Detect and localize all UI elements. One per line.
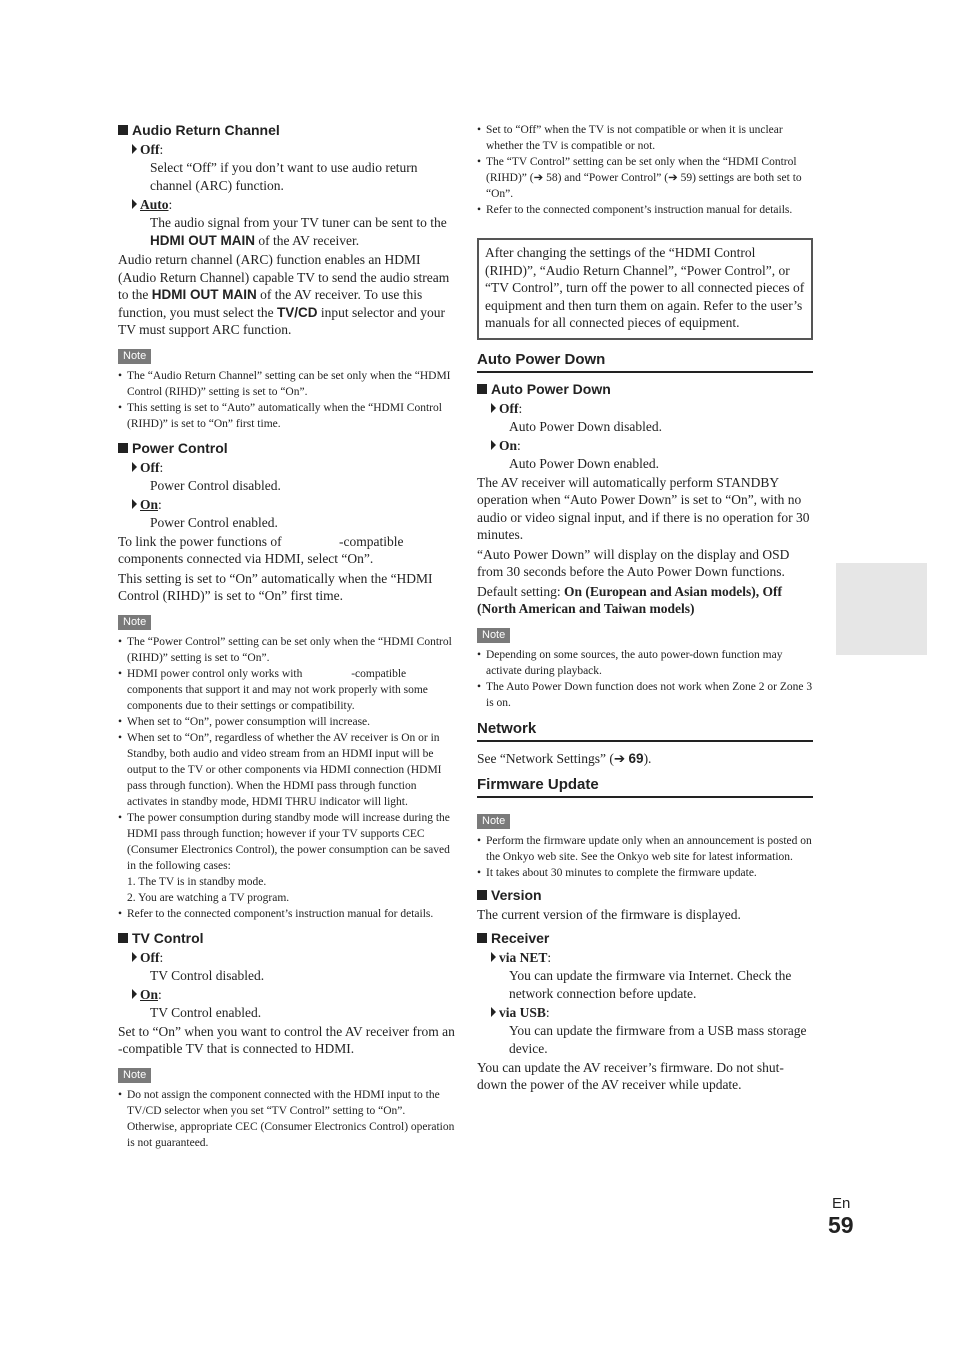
case-item: 1. The TV is in standby mode. <box>127 875 267 888</box>
tv-on-desc: TV Control enabled. <box>150 1004 262 1020</box>
tv-body: Set to “On” when you want to control the AV receiver from an -compatible TV that is connected to HDMI. <box>118 1023 513 1056</box>
note-badge: Note <box>477 814 510 829</box>
page-number: 59 <box>828 1212 854 1238</box>
power-heading: Power Control <box>118 440 456 457</box>
arc-body: Audio return channel (ARC) function enables an HDMI (Audio Return Channel) capable TV to send the audio stream to the HDMI OUT MAIN of the AV receiver. To use this function, you must select the TV/CD input selector and your TV must support ARC function. <box>118 252 450 337</box>
tv-off-desc: TV Control disabled. <box>150 967 265 983</box>
receiver-heading: Receiver <box>477 930 813 947</box>
via-net-desc: You can update the firmware via Internet. Check the network connection before update. <box>509 967 792 1001</box>
note-item: • Depending on some sources, the auto power-down function may activate during playback. <box>477 647 813 679</box>
note-item: • The “Power Control” setting can be set only when the “HDMI Control (RIHD)” setting is set to “On”. <box>118 634 456 666</box>
note-item: • Set to “Off” when the TV is not compatible or when it is unclear whether the TV is compatible or not. <box>477 122 813 154</box>
arc-notes <box>118 368 456 432</box>
apd-subheading: Auto Power Down <box>477 381 813 398</box>
page-ref-link[interactable]: 69 <box>628 750 644 766</box>
note-item: • The “TV Control” setting can be set only when the “HDMI Control (RIHD)” (➔ 58) and “Power Control” (➔ 59) settings are both set to “On”. <box>477 154 813 202</box>
apd-default-setting: Default setting: On (European and Asian models), Off (North American and Taiwan models) <box>477 583 783 616</box>
square-bullet-icon <box>118 443 128 453</box>
note-badge: Note <box>118 349 151 364</box>
firmware-notes <box>477 833 813 881</box>
power-body-2: This setting is set to “On” automatically when the “HDMI Control (RIHD)” is set to “On” first time. <box>118 570 433 603</box>
note-item: • Refer to the connected component’s instruction manual for details. <box>477 202 813 218</box>
arc-auto-option: Auto: <box>132 196 456 214</box>
settings-caution-box: After changing the settings of the “HDMI Control (RIHD)”, “Audio Return Channel”, “Power Control”, or “TV Control”, turn off the power to all connected pieces of equipment and then turn them on again. Refer to the user’s manuals for all connected pieces of equipment. <box>477 238 813 340</box>
right-column <box>477 122 813 1096</box>
triangle-bullet-icon <box>491 440 496 450</box>
triangle-bullet-icon <box>132 199 137 209</box>
tv-on-option: On: <box>132 986 456 1004</box>
arc-auto-desc: The audio signal from your TV tuner can be sent to the HDMI OUT MAIN of the AV receiver. <box>150 215 447 248</box>
note-badge: Note <box>118 615 151 630</box>
note-item: • Refer to the connected component’s instruction manual for details. <box>118 906 456 922</box>
power-notes-last <box>118 906 456 922</box>
triangle-bullet-icon <box>132 989 137 999</box>
apd-off-option: Off: <box>491 400 813 418</box>
note-item: • This setting is set to “Auto” automatically when the “HDMI Control (RIHD)” is set to “On” first time. <box>118 400 456 432</box>
note-badge: Note <box>118 1068 151 1083</box>
apd-body-1: The AV receiver will automatically perform STANDBY operation when “Auto Power Down” is set to “On”, with no audio or video signal input, and if there is no operation for 30 minutes. <box>477 474 810 542</box>
tv-notes <box>118 1087 456 1151</box>
square-bullet-icon <box>477 933 487 943</box>
power-off-desc: Power Control disabled. <box>150 477 281 493</box>
arc-off-option: Off: <box>132 141 456 159</box>
square-bullet-icon <box>477 890 487 900</box>
note-item: • The Auto Power Down function does not work when Zone 2 or Zone 3 is on. <box>477 679 813 711</box>
note-item: • It takes about 30 minutes to complete the firmware update. <box>477 865 813 881</box>
power-on-desc: Power Control enabled. <box>150 514 278 530</box>
via-usb-option: via USB: <box>491 1004 813 1022</box>
triangle-bullet-icon <box>491 403 496 413</box>
apd-on-option: On: <box>491 437 813 455</box>
square-bullet-icon <box>118 125 128 135</box>
network-body: See “Network Settings” (➔ 69). <box>477 750 652 766</box>
section-heading-firmware-update: Firmware Update <box>477 775 813 798</box>
firmware-body: You can update the AV receiver’s firmware. Do not shut-down the power of the AV receiver while update. <box>477 1059 784 1092</box>
note-item: • When set to “On”, power consumption will increase. <box>118 714 456 730</box>
section-heading-network: Network <box>477 719 813 742</box>
via-usb-desc: You can update the firmware from a USB mass storage device. <box>509 1022 807 1056</box>
power-body-1: To link the power functions of -compatible components connected via HDMI, select “On”. <box>118 533 407 566</box>
version-body: The current version of the firmware is displayed. <box>477 907 741 922</box>
note-item: • The power consumption during standby mode will increase during the HDMI pass through function; however if your TV supports CEC (Consumer Electronics Control), the power consumption can be saved in the following cases: <box>118 810 456 874</box>
triangle-bullet-icon <box>132 499 137 509</box>
tv-off-option: Off: <box>132 949 456 967</box>
arc-off-desc: Select “Off” if you don’t want to use audio return channel (ARC) function. <box>150 160 418 193</box>
power-off-option: Off: <box>132 459 456 477</box>
apd-on-desc: Auto Power Down enabled. <box>509 455 659 471</box>
power-notes <box>118 634 456 874</box>
note-item: • Do not assign the component connected with the HDMI input to the TV/CD selector when you set “TV Control” setting to “On”. Otherwise, appropriate CEC (Consumer Electronics Control) operation is not guaranteed. <box>118 1087 456 1151</box>
triangle-bullet-icon <box>132 462 137 472</box>
note-item: • The “Audio Return Channel” setting can be set only when the “HDMI Control (RIHD)” setting is set to “On”. <box>118 368 456 400</box>
triangle-bullet-icon <box>132 144 137 154</box>
case-item: 2. You are watching a TV program. <box>127 891 290 904</box>
triangle-bullet-icon <box>491 1007 496 1017</box>
section-heading-auto-power-down: Auto Power Down <box>477 350 813 373</box>
note-badge: Note <box>477 628 510 643</box>
version-heading: Version <box>477 887 813 904</box>
language-label: En <box>832 1195 851 1212</box>
note-item: • When set to “On”, regardless of whether the AV receiver is On or in Standby, both audio and video stream from an HDMI input will be output to the TV or other components via HDMI connection (HDMI pass through function). When the HDMI pass through function activates in standby mode, HDMI THRU indicator will light. <box>118 730 456 810</box>
note-item: • Perform the firmware update only when an announcement is posted on the Onkyo web site. See the Onkyo web site for latest information. <box>477 833 813 865</box>
section-tab <box>836 563 927 655</box>
square-bullet-icon <box>477 384 487 394</box>
triangle-bullet-icon <box>132 952 137 962</box>
apd-notes <box>477 647 813 711</box>
power-on-option: On: <box>132 496 456 514</box>
arc-heading: Audio Return Channel <box>118 122 456 139</box>
via-net-option: via NET: <box>491 949 813 967</box>
tv-heading: TV Control <box>118 930 456 947</box>
apd-body-2: “Auto Power Down” will display on the display and OSD from 30 seconds before the Auto Power Down functions. <box>477 546 790 579</box>
tv-control-notes-cont <box>477 122 813 218</box>
apd-off-desc: Auto Power Down disabled. <box>509 418 662 434</box>
power-cases <box>127 874 456 906</box>
square-bullet-icon <box>118 933 128 943</box>
triangle-bullet-icon <box>491 952 496 962</box>
note-item: • HDMI power control only works with -compatible components that support it and may not work properly with some components due to their settings or compatibility. <box>118 666 456 714</box>
